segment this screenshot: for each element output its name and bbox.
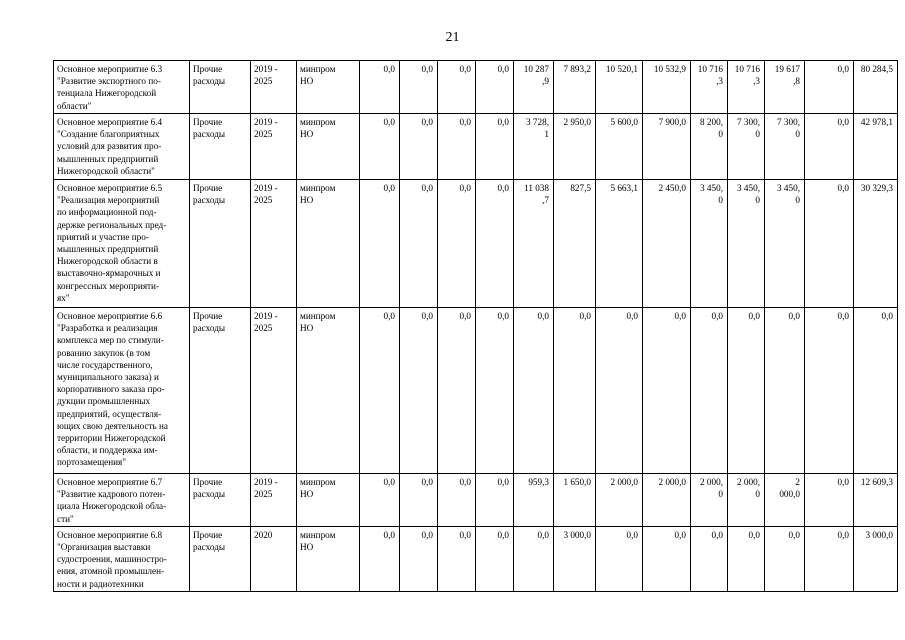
value-part: 0,0	[497, 529, 509, 540]
value-cell	[360, 114, 400, 180]
activity-name-cell-line: мышленных предприятий	[57, 153, 159, 164]
value-cell	[476, 61, 514, 114]
activity-name-cell-line: ющих свою деятельность на	[57, 420, 169, 431]
period-cell-line: 2019 -	[254, 477, 278, 487]
value-part: 0,0	[837, 477, 849, 487]
value-cell	[554, 474, 596, 527]
page-number: 21	[445, 30, 460, 45]
value-part: 7 300,	[777, 117, 800, 127]
value-part: 0,0	[383, 183, 395, 193]
value-cell	[805, 180, 854, 308]
executor-cell-line: минпром	[300, 64, 336, 74]
value-cell	[438, 474, 476, 527]
activity-name-cell-line: "Разработка и реализация	[57, 323, 158, 334]
activity-name-cell-line: муниципального заказа) и	[57, 372, 159, 383]
value-part: ,3	[716, 76, 723, 87]
value-part: 0,0	[711, 529, 723, 540]
activity-name-cell-line: циала Нижегородской обла-	[57, 501, 167, 512]
value-part: 0,0	[383, 64, 395, 74]
value-cell	[360, 526, 400, 591]
executor-cell-line: НО	[300, 76, 314, 87]
executor-cell	[297, 526, 360, 591]
value-cell	[554, 180, 596, 308]
activity-name-cell-line: ности и радиотехники	[57, 578, 144, 589]
value-part: 2 000,	[700, 477, 723, 487]
expense-type-cell	[190, 526, 251, 591]
value-cell	[643, 308, 691, 474]
executor-cell-line: НО	[300, 195, 314, 206]
value-cell	[438, 114, 476, 180]
activity-name-cell	[54, 61, 190, 114]
activity-name-cell-line: числе государственного,	[57, 359, 153, 370]
value-cell	[854, 308, 898, 474]
value-part: 0,0	[579, 311, 591, 321]
activity-name-cell-line: "Создание благоприятных	[57, 129, 160, 140]
expense-type-cell-line: Прочие	[193, 311, 223, 321]
value-cell	[360, 308, 400, 474]
period-cell-line: 2019 -	[254, 117, 278, 127]
value-part: 7 893,2	[563, 64, 591, 74]
value-part: 0	[795, 195, 800, 206]
value-cell	[691, 180, 728, 308]
value-part: 0,0	[383, 477, 395, 487]
activity-name-cell-line: по информационной под-	[57, 207, 157, 218]
value-cell	[765, 526, 805, 591]
value-cell	[514, 61, 554, 114]
value-cell	[400, 180, 438, 308]
value-part: 7 300,	[737, 117, 760, 127]
activity-name-cell-line: "Реализация мероприятий	[57, 195, 160, 206]
value-cell	[360, 61, 400, 114]
period-cell-line: 2020	[254, 529, 273, 540]
executor-cell	[297, 61, 360, 114]
period-cell-line: 2025	[254, 195, 273, 206]
value-cell	[476, 526, 514, 591]
executor-cell-line: минпром	[300, 529, 336, 540]
executor-cell	[297, 474, 360, 527]
value-cell	[554, 526, 596, 591]
value-part: 0,0	[459, 64, 471, 74]
value-cell	[400, 526, 438, 591]
value-cell	[596, 61, 643, 114]
value-part: 0,0	[537, 529, 549, 540]
value-part: 1	[544, 129, 549, 140]
activity-name-cell-line: "Организация выставки	[57, 542, 151, 553]
value-part: 12 609,3	[860, 477, 893, 487]
activity-name-cell-line: условий для развития про-	[57, 141, 162, 152]
activity-name-cell-line: территории Нижегородской	[57, 433, 166, 444]
expense-type-cell	[190, 61, 251, 114]
period-cell	[251, 114, 297, 180]
value-cell	[476, 180, 514, 308]
value-part: 0,0	[421, 117, 433, 127]
value-part: 0	[718, 489, 723, 500]
value-part: 5 663,1	[610, 183, 638, 193]
value-cell	[805, 308, 854, 474]
activity-name-cell	[54, 474, 190, 527]
value-part: 0,0	[459, 529, 471, 540]
value-cell	[728, 308, 765, 474]
expense-type-cell-line: расходы	[193, 489, 226, 500]
value-cell	[438, 526, 476, 591]
value-part: 10 520,1	[605, 64, 638, 74]
activity-name-cell	[54, 180, 190, 308]
table-row	[54, 474, 898, 527]
value-part: 0,0	[537, 311, 549, 321]
value-cell	[438, 61, 476, 114]
executor-cell	[297, 180, 360, 308]
value-part: 0,0	[383, 311, 395, 321]
period-cell	[251, 526, 297, 591]
value-part: 2 000,0	[658, 477, 686, 487]
activity-name-cell-line: конгрессных мероприяти-	[57, 280, 160, 291]
value-cell	[643, 114, 691, 180]
value-part: 0,0	[837, 64, 849, 74]
value-part: 30 329,3	[860, 183, 893, 193]
table-row	[54, 308, 898, 474]
value-part: 0,0	[837, 117, 849, 127]
value-cell	[805, 474, 854, 527]
expense-type-cell-line: Прочие	[193, 183, 223, 193]
value-part: 000,0	[779, 489, 800, 500]
executor-cell-line: НО	[300, 489, 314, 500]
activity-name-cell-line: приятий и участие про-	[57, 231, 149, 242]
table-row	[54, 61, 898, 114]
value-part: 0	[755, 195, 760, 206]
value-cell	[438, 180, 476, 308]
value-part: 0,0	[674, 529, 686, 540]
activity-name-cell	[54, 526, 190, 591]
value-cell	[805, 61, 854, 114]
expense-type-cell-line: расходы	[193, 542, 226, 553]
value-part: 0,0	[626, 311, 638, 321]
value-part: 959,3	[528, 477, 549, 487]
value-cell	[728, 180, 765, 308]
value-part: ,3	[753, 76, 760, 87]
period-cell-line: 2019 -	[254, 64, 278, 74]
value-cell	[554, 61, 596, 114]
executor-cell-line: НО	[300, 542, 314, 553]
activity-name-cell-line: держке региональных пред-	[57, 219, 167, 230]
value-cell	[854, 526, 898, 591]
value-part: 10 716	[734, 64, 760, 74]
activity-name-cell-line: мышленных предприятий	[57, 244, 159, 255]
value-part: 0,0	[421, 183, 433, 193]
table-row	[54, 180, 898, 308]
value-cell	[765, 308, 805, 474]
value-part: 8 200,	[700, 117, 723, 127]
value-part: 0	[718, 129, 723, 140]
activity-name-cell-line: Основное мероприятие 6.4	[57, 117, 163, 127]
executor-cell-line: минпром	[300, 477, 336, 487]
value-part: 2 950,0	[563, 117, 591, 127]
executor-cell-line: НО	[300, 129, 314, 140]
value-part: 0,0	[497, 183, 509, 193]
value-part: 0,0	[421, 311, 433, 321]
value-cell	[596, 114, 643, 180]
value-cell	[691, 526, 728, 591]
executor-cell	[297, 114, 360, 180]
activity-name-cell	[54, 114, 190, 180]
value-cell	[728, 114, 765, 180]
value-part: 0	[795, 129, 800, 140]
value-cell	[854, 61, 898, 114]
expense-type-cell	[190, 180, 251, 308]
executor-cell-line: НО	[300, 323, 314, 334]
expense-type-cell-line: расходы	[193, 76, 226, 87]
value-part: 0,0	[459, 311, 471, 321]
value-part: 3 728,	[526, 117, 549, 127]
value-cell	[854, 180, 898, 308]
value-cell	[438, 308, 476, 474]
value-part: 7 900,0	[658, 117, 686, 127]
value-cell	[360, 180, 400, 308]
activity-name-cell-line: ях"	[57, 292, 70, 303]
value-part: ,8	[793, 76, 800, 87]
value-cell	[765, 474, 805, 527]
value-part: 0,0	[497, 117, 509, 127]
value-part: 0,0	[837, 529, 849, 540]
period-cell-line: 2025	[254, 323, 273, 334]
value-part: 0,0	[421, 477, 433, 487]
value-part: 0,0	[459, 117, 471, 127]
value-cell	[765, 114, 805, 180]
value-cell	[854, 474, 898, 527]
value-cell	[643, 180, 691, 308]
value-cell	[360, 474, 400, 527]
period-cell-line: 2025	[254, 489, 273, 500]
activity-name-cell-line: предприятий, осуществля-	[57, 408, 162, 419]
activity-name-cell-line: области, и поддержка им-	[57, 445, 158, 456]
value-cell	[476, 474, 514, 527]
value-cell	[400, 114, 438, 180]
value-part: 2 000,0	[610, 477, 638, 487]
activity-name-cell-line: Нижегородской области"	[57, 165, 155, 176]
value-part: 10 716	[697, 64, 723, 74]
activity-name-cell-line: Основное мероприятие 6.7	[57, 477, 163, 487]
value-part: 0,0	[421, 529, 433, 540]
value-part: 0	[755, 129, 760, 140]
activity-name-cell-line: рованию закупок (в том	[57, 347, 151, 358]
period-cell	[251, 474, 297, 527]
period-cell-line: 2019 -	[254, 311, 278, 321]
executor-cell-line: минпром	[300, 117, 336, 127]
activity-name-cell-line: дукции промышленных	[57, 396, 151, 407]
value-part: 0	[755, 489, 760, 500]
value-cell	[765, 61, 805, 114]
expense-type-cell	[190, 114, 251, 180]
value-cell	[476, 308, 514, 474]
value-cell	[765, 180, 805, 308]
activity-name-cell-line: корпоративного заказа про-	[57, 384, 165, 395]
expense-type-cell-line: Прочие	[193, 477, 223, 487]
value-part: 3 450,	[777, 183, 800, 193]
value-cell	[805, 526, 854, 591]
value-cell	[554, 308, 596, 474]
value-cell	[728, 474, 765, 527]
executor-cell-line: минпром	[300, 311, 336, 321]
value-cell	[400, 474, 438, 527]
budget-table	[53, 60, 898, 592]
value-part: 0,0	[748, 529, 760, 540]
activity-name-cell-line: портозамещения"	[57, 457, 127, 468]
expense-type-cell	[190, 308, 251, 474]
value-part: 5 600,0	[610, 117, 638, 127]
value-cell	[691, 61, 728, 114]
activity-name-cell-line: сти"	[57, 513, 74, 524]
expense-type-cell	[190, 474, 251, 527]
value-cell	[514, 526, 554, 591]
value-cell	[400, 61, 438, 114]
value-part: 0,0	[837, 311, 849, 321]
activity-name-cell-line: Основное мероприятие 6.6	[57, 311, 163, 321]
value-cell	[596, 474, 643, 527]
value-cell	[643, 61, 691, 114]
value-part: 0,0	[497, 311, 509, 321]
value-part: 19 617	[774, 64, 800, 74]
value-part: 0,0	[497, 477, 509, 487]
value-part: 827,5	[570, 183, 591, 193]
activity-name-cell-line: области"	[57, 100, 92, 111]
value-part: 0,0	[626, 529, 638, 540]
activity-name-cell-line: Нижегородской области в	[57, 256, 158, 267]
value-part: 2 450,0	[658, 183, 686, 193]
value-part: 0,0	[881, 311, 893, 321]
value-part: 10 287	[523, 64, 549, 74]
table-row	[54, 114, 898, 180]
value-cell	[805, 114, 854, 180]
value-part: 0,0	[788, 529, 800, 540]
value-cell	[596, 526, 643, 591]
expense-type-cell-line: Прочие	[193, 64, 223, 74]
value-cell	[691, 114, 728, 180]
value-part: 0,0	[748, 311, 760, 321]
value-cell	[400, 308, 438, 474]
value-part: 3 000,0	[563, 529, 591, 540]
activity-name-cell	[54, 308, 190, 474]
expense-type-cell-line: расходы	[193, 129, 226, 140]
value-part: ,9	[542, 76, 549, 87]
activity-name-cell-line: тенциала Нижегородской	[57, 88, 157, 99]
period-cell-line: 2019 -	[254, 183, 278, 193]
value-cell	[691, 308, 728, 474]
value-part: 11 038	[524, 183, 549, 193]
value-cell	[514, 114, 554, 180]
value-cell	[514, 308, 554, 474]
value-part: 0,0	[497, 64, 509, 74]
value-cell	[514, 474, 554, 527]
activity-name-cell-line: Основное мероприятие 6.5	[57, 183, 163, 193]
period-cell-line: 2025	[254, 76, 273, 87]
executor-cell	[297, 308, 360, 474]
activity-name-cell-line: Основное мероприятие 6.8	[57, 529, 163, 540]
value-part: 3 450,	[737, 183, 760, 193]
value-part: 0,0	[674, 311, 686, 321]
value-part: 0,0	[459, 183, 471, 193]
value-cell	[643, 526, 691, 591]
activity-name-cell-line: выставочно-ярмарочных и	[57, 268, 161, 279]
executor-cell-line: минпром	[300, 183, 336, 193]
value-part: 0,0	[837, 183, 849, 193]
value-cell	[691, 474, 728, 527]
expense-type-cell-line: расходы	[193, 195, 226, 206]
value-part: 80 284,5	[860, 64, 893, 74]
period-cell-line: 2025	[254, 129, 273, 140]
expense-type-cell-line: Прочие	[193, 529, 223, 540]
value-part: 0,0	[711, 311, 723, 321]
activity-name-cell-line: ения, атомной промышлен-	[57, 566, 165, 577]
activity-name-cell-line: комплекса мер по стимули-	[57, 335, 164, 346]
value-cell	[514, 180, 554, 308]
value-part: 0,0	[788, 311, 800, 321]
value-part: 2 000,	[737, 477, 760, 487]
value-part: 0,0	[459, 477, 471, 487]
value-cell	[643, 474, 691, 527]
value-cell	[596, 308, 643, 474]
value-part: 0,0	[383, 529, 395, 540]
activity-name-cell-line: "Развитие кадрового потен-	[57, 489, 166, 500]
value-cell	[854, 114, 898, 180]
value-part: 3 000,0	[865, 529, 893, 540]
value-part: 42 978,1	[860, 117, 893, 127]
period-cell	[251, 180, 297, 308]
value-part: 2	[795, 477, 800, 487]
value-part: 0	[718, 195, 723, 206]
value-cell	[728, 61, 765, 114]
period-cell	[251, 308, 297, 474]
value-part: 0,0	[421, 64, 433, 74]
value-cell	[554, 114, 596, 180]
value-cell	[596, 180, 643, 308]
activity-name-cell-line: Основное мероприятие 6.3	[57, 64, 163, 74]
activity-name-cell-line: "Развитие экспортного по-	[57, 76, 161, 87]
value-part: 10 532,9	[653, 64, 686, 74]
period-cell	[251, 61, 297, 114]
value-cell	[476, 114, 514, 180]
table-row	[54, 526, 898, 591]
expense-type-cell-line: расходы	[193, 323, 226, 334]
value-part: 0,0	[383, 117, 395, 127]
value-cell	[728, 526, 765, 591]
activity-name-cell-line: судостроения, машиностро-	[57, 554, 167, 565]
value-part: 3 450,	[700, 183, 723, 193]
expense-type-cell-line: Прочие	[193, 117, 223, 127]
value-part: 1 650,0	[563, 477, 591, 487]
value-part: ,7	[542, 195, 549, 206]
